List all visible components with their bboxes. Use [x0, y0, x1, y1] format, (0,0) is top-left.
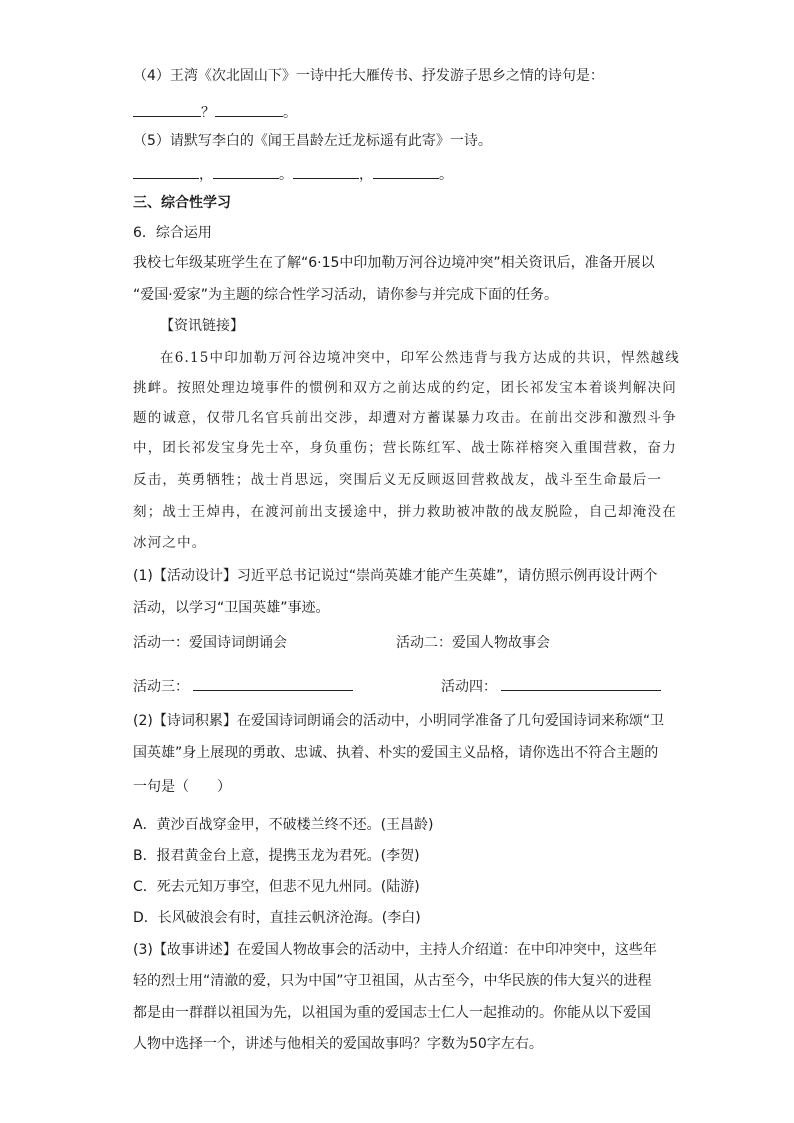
q4-blank-1[interactable] [133, 101, 201, 117]
info-link-title: 【资讯链接】 [160, 318, 244, 334]
p3-line-3: 都是由一群群以祖国为先，以祖国为重的爱国志士仁人一起推动的。你能从以下爱国 [133, 1005, 651, 1021]
option-d[interactable]: D．长风破浪会有时，直挂云帆济沧海。(李白) [133, 910, 421, 926]
activity-3-blank[interactable] [193, 675, 353, 691]
q4-answer-line [133, 101, 297, 123]
q5-period-1: 。 [279, 167, 293, 183]
q5-period-2: 。 [439, 167, 453, 183]
p2-line-1: (2)【诗词积累】在爱国诗词朗诵会的活动中，小明同学准备了几句爱国诗词来称颂“卫 [133, 713, 665, 729]
q4-sep: ？ [201, 105, 215, 121]
passage-line: 刻；战士王焯冉，在渡河前出支援途中，拼力救助被冲散的战友脱险，自己却淹没在 [133, 504, 677, 520]
q6-title: 6．综合运用 [133, 225, 212, 241]
activity-3-label: 活动三： [133, 679, 189, 695]
q5-blank-1[interactable] [133, 163, 199, 179]
passage-line: 挑衅。按照处理边境事件的惯例和双方之前达成的约定，团长祁发宝本着谈判解决问 [133, 380, 677, 396]
p1-line-2: 活动，以学习“卫国英雄”事迹。 [133, 600, 330, 616]
passage-line: 在6.15中印加勒万河谷边境冲突中，印军公然违背与我方达成的共识，悍然越线 [160, 350, 680, 366]
activity-4-blank[interactable] [501, 675, 661, 691]
option-a[interactable]: A．黄沙百战穿金甲，不破楼兰终不还。(王昌龄) [133, 817, 434, 833]
q5-blank-3[interactable] [293, 163, 359, 179]
p3-line-1: (3)【故事讲述】在爱国人物故事会的活动中，主持人介绍道：在中印冲突中，这些年 [133, 942, 657, 958]
q6-intro-line-2: “爱国·爱家”为主题的综合性学习活动，请你参与并完成下面的任务。 [133, 287, 558, 303]
activity-3-row [133, 675, 353, 697]
passage-line: 反击，英勇牺牲；战士肖思远，突围后义无反顾返回营救战友，战斗至生命最后一 [133, 472, 663, 488]
p3-line-4: 人物中选择一个，讲述与他相关的爱国故事吗？字数为50字左右。 [133, 1036, 543, 1052]
q5-blank-2[interactable] [213, 163, 279, 179]
q4-question: （4）王湾《次北固山下》一诗中托大雁传书、抒发游子思乡之情的诗句是： [133, 68, 604, 84]
q5-blank-4[interactable] [373, 163, 439, 179]
q5-comma-1: ， [199, 167, 213, 183]
q5-question: （5）请默写李白的《闻王昌龄左迁龙标遥有此寄》一诗。 [133, 133, 492, 149]
passage-line: 中，团长祁发宝身先士卒，身负重伤；营长陈红军、战士陈祥榕突入重围营救，奋力 [133, 440, 677, 456]
option-c[interactable]: C．死去元知万事空，但悲不见九州同。(陆游) [133, 879, 420, 895]
section-heading: 三、综合性学习 [133, 195, 231, 211]
p2-line-3: 一句是（ ） [133, 779, 231, 795]
q4-end: 。 [283, 105, 297, 121]
passage-line: 冰河之中。 [133, 535, 207, 551]
q4-blank-2[interactable] [215, 101, 283, 117]
p3-line-2: 轻的烈士用“清澈的爱，只为中国”守卫祖国，从古至今，中华民族的伟大复兴的进程 [133, 973, 652, 989]
q5-answer-line [133, 163, 453, 185]
p1-line-1: (1)【活动设计】习近平总书记说过“崇尚英雄才能产生英雄”，请仿照示例再设计两个 [133, 568, 658, 584]
activity-4-row [441, 675, 661, 697]
option-b[interactable]: B．报君黄金台上意，提携玉龙为君死。(李贺) [133, 848, 420, 864]
q6-intro-line-1: 我校七年级某班学生在了解“6·15中印加勒万河谷边境冲突”相关资讯后，准备开展以 [133, 255, 655, 271]
activity-2: 活动二：爱国人物故事会 [396, 635, 550, 651]
activity-4-label: 活动四： [441, 679, 497, 695]
q5-comma-2: ， [359, 167, 373, 183]
activity-1: 活动一：爱国诗词朗诵会 [133, 635, 287, 651]
p2-line-2: 国英雄”身上展现的勇敢、忠诚、执着、朴实的爱国主义品格，请你选出不符合主题的 [133, 745, 659, 761]
passage-line: 题的诚意，仅带几名官兵前出交涉，却遭对方蓄谋暴力攻击。在前出交涉和激烈斗争 [133, 410, 677, 426]
